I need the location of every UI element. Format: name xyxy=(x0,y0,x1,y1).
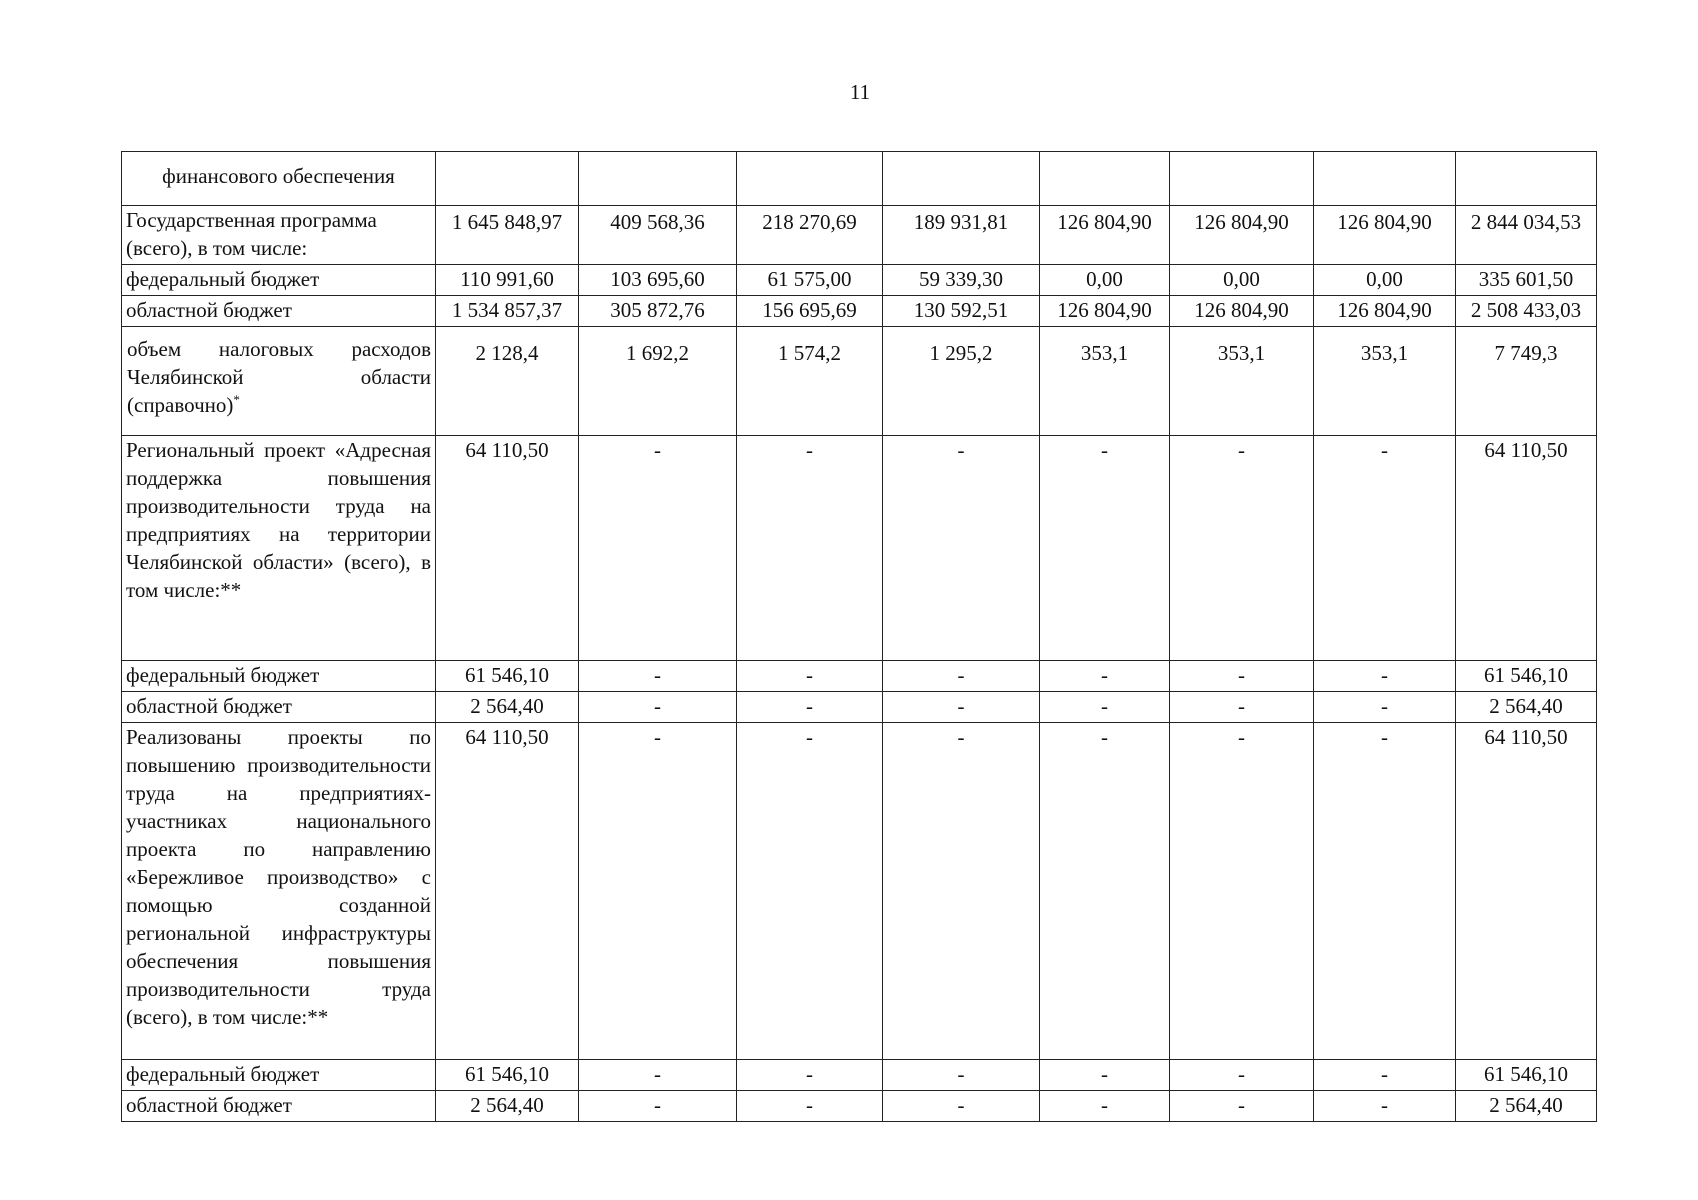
cell-value: - xyxy=(1040,692,1170,723)
cell-value: - xyxy=(1314,1060,1456,1091)
cell-value: - xyxy=(883,723,1040,1060)
cell-value: 2 564,40 xyxy=(1456,1091,1597,1122)
cell-value: 126 804,90 xyxy=(1194,210,1289,234)
cell-value: 126 804,90 xyxy=(1314,296,1456,327)
cell-value xyxy=(1040,152,1170,206)
cell-value: 1 574,2 xyxy=(778,341,841,365)
cell-value: 2 128,4 xyxy=(475,341,539,365)
cell-value: - xyxy=(737,661,883,692)
cell-value xyxy=(1170,152,1314,206)
cell-value xyxy=(436,152,579,206)
cell-value: - xyxy=(1314,436,1456,661)
cell-value: 64 110,50 xyxy=(436,723,579,1060)
cell-value: 0,00 xyxy=(1314,265,1456,296)
row-label: федеральный бюджет xyxy=(122,265,436,296)
table-row xyxy=(122,265,1597,296)
row-label: финансового обеспечения xyxy=(122,152,436,206)
row-label: федеральный бюджет xyxy=(122,661,436,692)
cell-value: - xyxy=(1170,723,1314,1060)
cell-value: 1 534 857,37 xyxy=(436,296,579,327)
row-label: Региональный проект «Адресная поддержка повышения производительности труда на предприятиях на территории Челябинской области» (всего), в том числе:** xyxy=(122,436,436,661)
cell-value: - xyxy=(737,436,883,661)
cell-value: - xyxy=(1170,1060,1314,1091)
row-label: Государственная программа (всего), в том числе: xyxy=(122,206,436,265)
cell-value: - xyxy=(579,1060,737,1091)
cell-value: 353,1 xyxy=(1360,341,1409,365)
cell-value: - xyxy=(1314,723,1456,1060)
row-label: объем налоговых расходов Челябинской области (справочно) xyxy=(127,337,431,417)
cell-value xyxy=(883,152,1040,206)
cell-value: - xyxy=(883,1060,1040,1091)
table-row xyxy=(122,661,1597,692)
cell-value: 110 991,60 xyxy=(436,265,579,296)
table-row xyxy=(122,1091,1597,1122)
cell-value: - xyxy=(579,1091,737,1122)
row-label: Реализованы проекты по повышению производительности труда на предприятиях-участниках национального проекта по направлению «Бережливое производство» с помощью созданной региональной инфраструктуры обеспечения повышения производительности труда (всего), в том числе:** xyxy=(122,723,436,1060)
cell-value: 305 872,76 xyxy=(579,296,737,327)
cell-value: - xyxy=(1040,1091,1170,1122)
cell-value: 103 695,60 xyxy=(579,265,737,296)
cell-value: - xyxy=(1040,661,1170,692)
cell-value: 1 645 848,97 xyxy=(451,210,563,234)
cell-value: - xyxy=(883,661,1040,692)
cell-value: - xyxy=(1040,436,1170,661)
table-row xyxy=(122,152,1597,206)
cell-value: 0,00 xyxy=(1040,265,1170,296)
cell-value: - xyxy=(1170,1091,1314,1122)
cell-value: 2 508 433,03 xyxy=(1456,296,1597,327)
row-label: областной бюджет xyxy=(122,692,436,723)
row-label: областной бюджет xyxy=(122,296,436,327)
cell-value: 126 804,90 xyxy=(1337,210,1432,234)
table-row xyxy=(122,436,1597,661)
cell-value: 64 110,50 xyxy=(1456,723,1597,1060)
table-row xyxy=(122,327,1597,436)
cell-value: 156 695,69 xyxy=(737,296,883,327)
cell-value: 61 546,10 xyxy=(436,1060,579,1091)
cell-value: 409 568,36 xyxy=(610,210,705,234)
cell-value: 218 270,69 xyxy=(762,210,857,234)
cell-value: - xyxy=(1314,661,1456,692)
cell-value: - xyxy=(1170,436,1314,661)
cell-value: 335 601,50 xyxy=(1456,265,1597,296)
row-label: федеральный бюджет xyxy=(122,1060,436,1091)
cell-value: 61 546,10 xyxy=(1456,1060,1597,1091)
cell-value: 64 110,50 xyxy=(436,436,579,661)
cell-value xyxy=(1314,152,1456,206)
table-row xyxy=(122,1060,1597,1091)
cell-value: 353,1 xyxy=(1217,341,1266,365)
cell-value: 61 546,10 xyxy=(436,661,579,692)
cell-value: - xyxy=(579,723,737,1060)
cell-value: - xyxy=(883,436,1040,661)
cell-value: 2 844 034,53 xyxy=(1470,210,1582,234)
page-number: 11 xyxy=(849,80,871,104)
cell-value: 2 564,40 xyxy=(436,692,579,723)
cell-value: 126 804,90 xyxy=(1040,296,1170,327)
cell-value: - xyxy=(579,661,737,692)
row-label: областной бюджет xyxy=(122,1091,436,1122)
cell-value: - xyxy=(1170,692,1314,723)
footnote-marker: * xyxy=(233,392,240,407)
cell-value: - xyxy=(883,692,1040,723)
cell-value: 1 295,2 xyxy=(929,341,993,365)
cell-value: - xyxy=(1314,692,1456,723)
cell-value: - xyxy=(737,1060,883,1091)
table-row xyxy=(122,692,1597,723)
cell-value: 7 749,3 xyxy=(1494,341,1558,365)
cell-value: 0,00 xyxy=(1170,265,1314,296)
cell-value: 353,1 xyxy=(1080,341,1129,365)
cell-value xyxy=(1456,152,1597,206)
cell-value: 130 592,51 xyxy=(883,296,1040,327)
cell-value: - xyxy=(579,692,737,723)
cell-value: 126 804,90 xyxy=(1057,210,1152,234)
cell-value: - xyxy=(1040,723,1170,1060)
cell-value: 189 931,81 xyxy=(913,210,1009,234)
cell-value: 59 339,30 xyxy=(883,265,1040,296)
cell-value: 61 546,10 xyxy=(1456,661,1597,692)
cell-value: - xyxy=(1170,661,1314,692)
table-row xyxy=(122,296,1597,327)
cell-value: 126 804,90 xyxy=(1170,296,1314,327)
cell-value: - xyxy=(737,1091,883,1122)
cell-value: - xyxy=(579,436,737,661)
cell-value: - xyxy=(883,1091,1040,1122)
cell-value: 64 110,50 xyxy=(1456,436,1597,661)
cell-value: 2 564,40 xyxy=(436,1091,579,1122)
table-row xyxy=(122,206,1597,265)
cell-value: 1 692,2 xyxy=(626,341,689,365)
cell-value xyxy=(579,152,737,206)
cell-value xyxy=(737,152,883,206)
table-row xyxy=(122,723,1597,1060)
cell-value: - xyxy=(737,723,883,1060)
row-label-cell xyxy=(122,327,436,436)
financing-table xyxy=(121,151,1597,1122)
cell-value: - xyxy=(737,692,883,723)
cell-value: - xyxy=(1314,1091,1456,1122)
cell-value: - xyxy=(1040,1060,1170,1091)
cell-value: 2 564,40 xyxy=(1456,692,1597,723)
cell-value: 61 575,00 xyxy=(737,265,883,296)
